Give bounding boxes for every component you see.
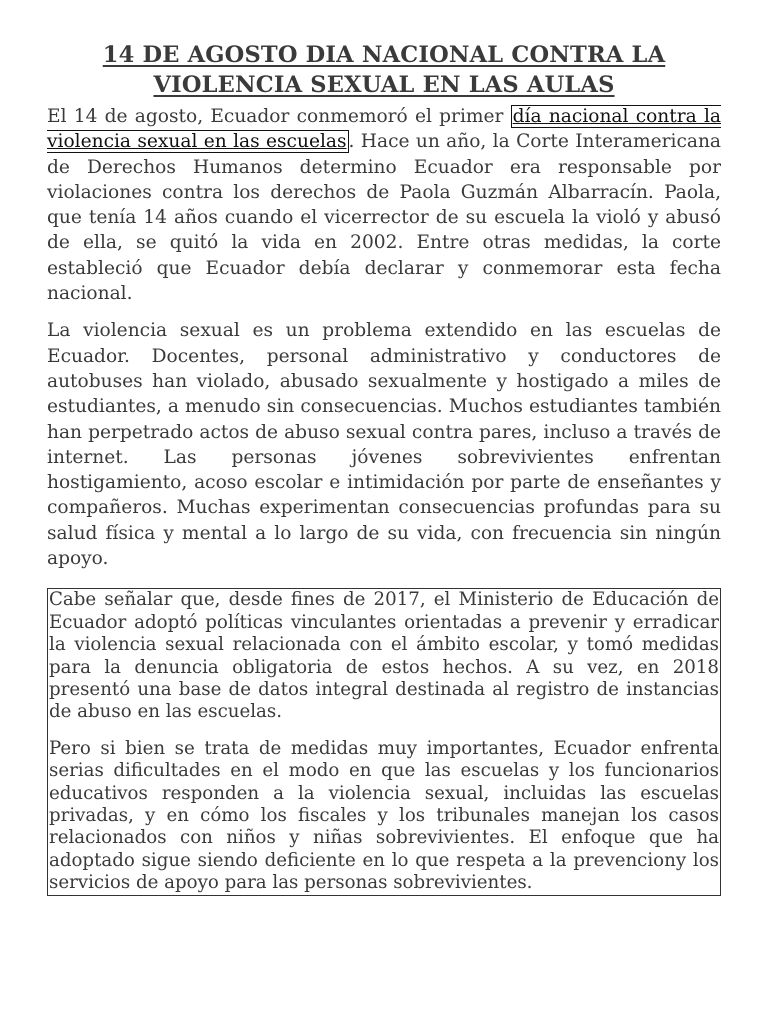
national-day-link[interactable]: día nacional contra la violencia sexual en las escuelas [47,106,721,153]
paragraph-1-intro: El 14 de agosto, Ecuador conmemoró el primer [47,106,511,127]
title-line-2: VIOLENCIA SEXUAL EN LAS AULAS [153,72,615,98]
boxed-section [47,588,721,895]
paragraph-1-rest: . Hace un año, la Corte Interamericana de Derechos Humanos determino Ecuador era responsable por violaciones contra los derechos de Paola Guzmán Albarracín. Paola, que tenía 14 años cuando el vicerrector de su escuela la violó y abusó de ella, se quitó la vida en 2002. Entre otras medidas, la corte estableció que Ecuador debía declarar y conmemorar esta fecha nacional. [47,131,721,305]
paragraph-2: La violencia sexual es un problema extendido en las escuelas de Ecuador. Docentes, personal administrativo y conductores de autobuses han violado, abusado sexualmente y hostigado a miles de estudiantes, a menudo sin consecuencias. Muchos estudiantes también han perpetrado actos de abuso sexual contra pares, incluso a través de internet. Las personas jóvenes sobrevivientes enfrentan hostigamiento, acoso escolar e intimidación por parte de enseñantes y compañeros. Muchas experimentan consecuencias profundas para su salud física y mental a lo largo de su vida, con frecuencia sin ningún apoyo. [47,320,721,570]
document-title [47,40,721,100]
paragraph-1 [47,104,721,306]
title-line-1: 14 DE AGOSTO DIA NACIONAL CONTRA LA [102,42,666,68]
boxed-paragraph-1: Cabe señalar que, desde fines de 2017, el Ministerio de Educación de Ecuador adoptó políticas vinculantes orientadas a prevenir y erradicar la violencia sexual relacionada con el ámbito escolar, y tomó medidas para la denuncia obligatoria de estos hechos. A su vez, en 2018 presentó una base de datos integral destinada al registro de instancias de abuso en las escuelas. [49,589,719,723]
boxed-paragraph-2: Pero si bien se trata de medidas muy importantes, Ecuador enfrenta serias dificultades en el modo en que las escuelas y los funcionarios educativos responden a la violencia sexual, incluidas las escuelas privadas, y en cómo los fiscales y los tribunales manejan los casos relacionados con niños y niñas sobrevivientes. El enfoque que ha adoptado sigue siendo deficiente en lo que respeta a la prevenciony los servicios de apoyo para las personas sobrevivientes. [49,737,719,894]
